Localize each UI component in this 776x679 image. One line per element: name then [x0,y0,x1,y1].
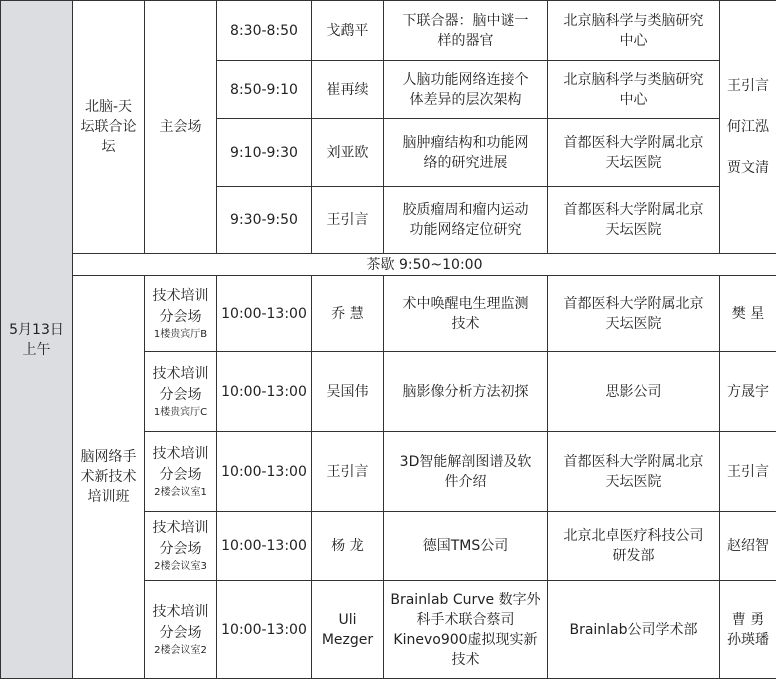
organization: 首都医科大学附属北京 天坛医院 [548,276,720,352]
talk-topic: Brainlab Curve 数字外 科手术联合蔡司 Kinevo900虚拟现实新 技术 [384,581,548,679]
talk-time: 9:10-9:30 [217,119,312,187]
table-row [1,1,776,61]
speaker: 吴国伟 [312,352,384,432]
venue-room: 1楼贵宾厅C [153,406,208,418]
tea-break: 茶歇 9:50~10:00 [73,254,776,276]
forum-name: 北脑-天 坛联合论 坛 [73,1,145,254]
speaker: 乔 慧 [312,276,384,352]
venue: 主会场 [145,1,217,254]
venue [145,432,217,512]
organization: Brainlab公司学术部 [548,581,720,679]
talk-topic: 术中唤醒电生理监测 技术 [384,276,548,352]
talk-time: 8:30-8:50 [217,1,312,61]
chair: 樊 星 [720,276,776,352]
organization: 首都医科大学附属北京 天坛医院 [548,119,720,187]
chair-name: 何江泓 [727,118,769,135]
chair: 赵绍智 [720,512,776,581]
speaker: Uli Mezger [312,581,384,679]
venue-room: 2楼会议室1 [154,486,207,498]
speaker: 王引言 [312,432,384,512]
forum-name: 脑网络手 术新技术 培训班 [73,276,145,679]
organization: 北京北卓医疗科技公司 研发部 [548,512,720,581]
venue-room: 2楼会议室2 [154,644,207,656]
venue-room: 1楼贵宾厅B [153,328,208,340]
organization: 思影公司 [548,352,720,432]
talk-time: 8:50-9:10 [217,61,312,119]
session-date: 5月13日 上午 [1,1,73,679]
chair: 曹 勇 孙瑛璠 [720,581,776,679]
chair-name: 王引言 [727,77,769,94]
talk-topic: 下联合器：脑中谜一 样的器官 [384,1,548,61]
talk-topic: 脑肿瘤结构和功能网 络的研究进展 [384,119,548,187]
speaker: 刘亚欧 [312,119,384,187]
talk-topic: 脑影像分析方法初探 [384,352,548,432]
speaker: 杨 龙 [312,512,384,581]
talk-time: 10:00-13:00 [217,432,312,512]
organization: 首都医科大学附属北京 天坛医院 [548,187,720,254]
talk-time: 10:00-13:00 [217,512,312,581]
speaker: 戈鹉平 [312,1,384,61]
venue [145,276,217,352]
chair: 方晟宇 [720,352,776,432]
organization: 首都医科大学附属北京 天坛医院 [548,432,720,512]
venue-name: 技术培训 分会场 [152,520,209,557]
venue-name: 技术培训 分会场 [152,603,209,641]
chair: 王引言 [720,432,776,512]
venue [145,512,217,581]
venue [145,581,217,679]
venue-room: 2楼会议室3 [154,561,207,572]
venue-name: 技术培训 分会场 [152,445,209,483]
chair-name: 贾文清 [727,159,769,176]
speaker: 崔再续 [312,61,384,119]
talk-time: 9:30-9:50 [217,187,312,254]
talk-topic: 人脑功能网络连接个 体差异的层次架构 [384,61,548,119]
talk-topic: 德国TMS公司 [384,512,548,581]
organization: 北京脑科学与类脑研究 中心 [548,61,720,119]
talk-time: 10:00-13:00 [217,276,312,352]
table-row [1,254,776,276]
organization: 北京脑科学与类脑研究 中心 [548,1,720,61]
speaker: 王引言 [312,187,384,254]
table-row [1,276,776,352]
venue-name: 技术培训 分会场 [152,365,209,403]
talk-topic: 3D智能解剖图谱及软 件介绍 [384,432,548,512]
talk-time: 10:00-13:00 [217,581,312,679]
talk-time: 10:00-13:00 [217,352,312,432]
venue-name: 技术培训 分会场 [152,287,209,325]
talk-topic: 胶质瘤周和瘤内运动 功能网络定位研究 [384,187,548,254]
chairs [720,1,776,254]
venue [145,352,217,432]
